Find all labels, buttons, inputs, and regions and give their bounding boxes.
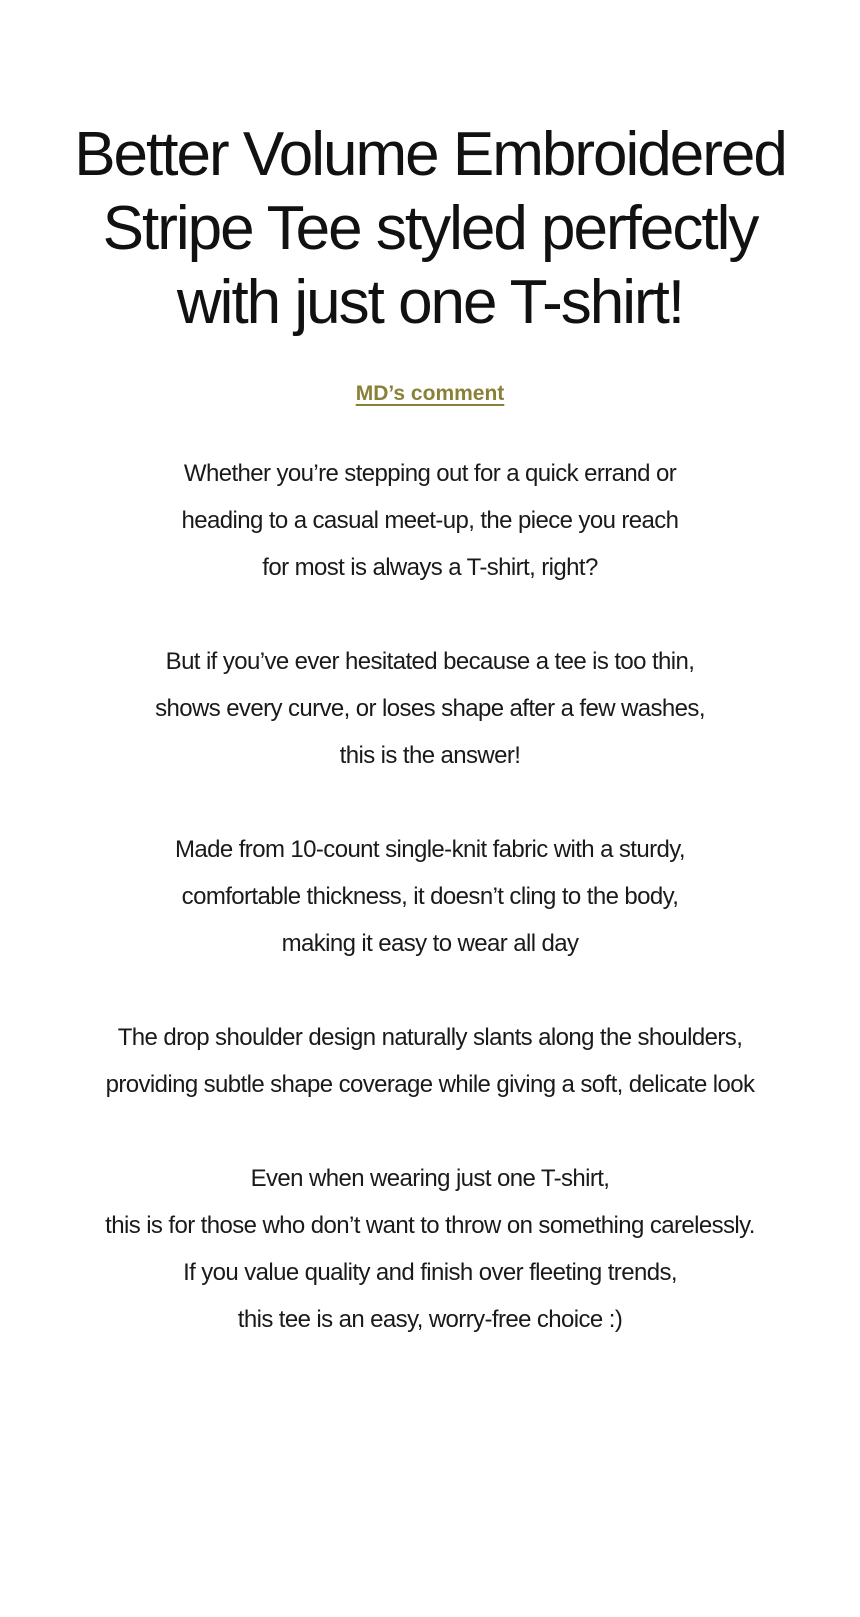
md-comment-label: MD’s comment xyxy=(355,382,505,405)
description-paragraph xyxy=(30,826,830,967)
description-line: this is for those who don’t want to throw on something carelessly. xyxy=(105,1212,755,1239)
description-line: Made from 10-count single-knit fabric with a sturdy, xyxy=(175,836,685,863)
description-line: heading to a casual meet-up, the piece you reach xyxy=(181,507,679,534)
product-description xyxy=(30,450,830,1343)
description-line: Even when wearing just one T-shirt, xyxy=(250,1165,610,1192)
description-line: this tee is an easy, worry-free choice :) xyxy=(237,1306,623,1333)
md-comment-heading xyxy=(0,382,860,406)
description-line: providing subtle shape coverage while giving a soft, delicate look xyxy=(105,1071,755,1098)
description-line: making it easy to wear all day xyxy=(281,930,579,957)
description-line: The drop shoulder design naturally slants along the shoulders, xyxy=(117,1024,743,1051)
description-line: comfortable thickness, it doesn’t cling to the body, xyxy=(181,883,679,910)
product-title xyxy=(40,118,820,340)
description-line: shows every curve, or loses shape after a few washes, xyxy=(155,695,705,722)
product-title-line: with just one T-shirt! xyxy=(176,268,684,337)
description-line: If you value quality and finish over fleeting trends, xyxy=(183,1259,677,1286)
description-line: for most is always a T-shirt, right? xyxy=(262,554,598,581)
description-paragraph xyxy=(30,1014,830,1108)
description-line: this is the answer! xyxy=(339,742,521,769)
description-line: Whether you’re stepping out for a quick errand or xyxy=(183,460,677,487)
product-title-line: Better Volume Embroidered xyxy=(74,120,786,189)
description-paragraph xyxy=(30,638,830,779)
description-paragraph xyxy=(30,450,830,591)
description-paragraph xyxy=(30,1155,830,1343)
description-line: But if you’ve ever hesitated because a tee is too thin, xyxy=(165,648,695,675)
product-title-line: Stripe Tee styled perfectly xyxy=(102,194,758,263)
